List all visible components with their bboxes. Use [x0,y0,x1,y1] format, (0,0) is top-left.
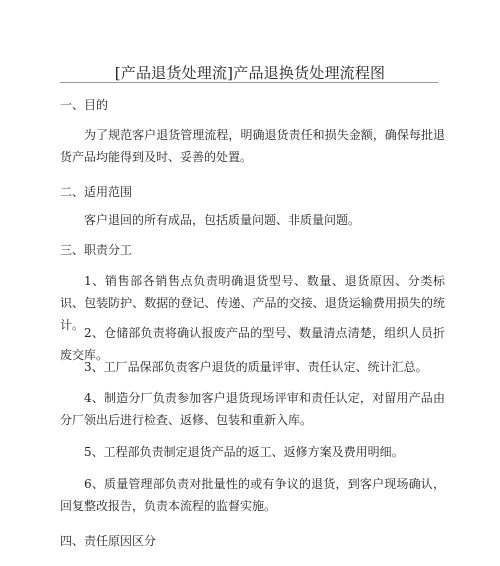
duty-item-sales: 1、销售部各销售点负责明确退货型号、数量、退货原因、分类标识、包装防护、数据的登记、传递、产品的交接、退货运输费用损失的统计。 [60,274,445,332]
document-title: [产品退货处理流]产品退换货处理流程图 [114,64,386,82]
title-divider [60,82,438,83]
duty-item-quality-assurance: 3、工厂品保部负责客户退货的质量评审、责任认定、统计汇总。 [84,360,428,374]
scope-paragraph: 客户退回的所有成品，包括质量问题、非质量问题。 [84,213,361,227]
section-heading-purpose: 一、目的 [60,98,109,112]
section-heading-duties: 三、职责分工 [60,243,133,257]
section-heading-scope: 二、适用范围 [60,185,133,199]
duty-item-manufacturing: 4、制造分厂负责参加客户退货现场评审和责任认定，对留用产品由分厂领出后进行检查、返修、包装和重新入库。 [60,391,445,427]
duty-item-engineering: 5、工程部负责制定退货产品的返工、返修方案及费用明细。 [84,445,404,459]
duty-item-quality-management: 6、质量管理部负责对批量性的或有争议的退货，到客户现场确认，回复整改报告，负责本流程的监督实施。 [60,477,445,513]
duty-item-warehouse: 2、仓储部负责将确认报废产品的型号、数量清点清楚，组织人员折废交库。 [60,326,445,362]
section-heading-responsibility: 四、责任原因区分 [60,534,157,548]
purpose-paragraph: 为了规范客户退货管理流程，明确退货责任和损失金额，确保每批退货产品均能得到及时、妥善的处置。 [60,128,445,164]
